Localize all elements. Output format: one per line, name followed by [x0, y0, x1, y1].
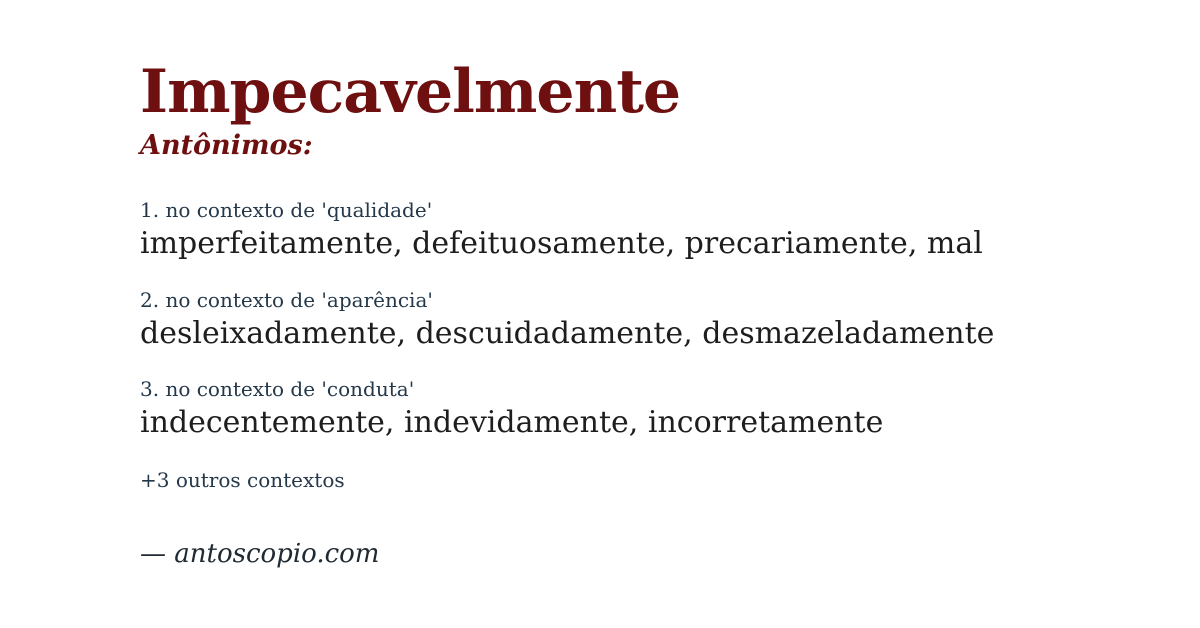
contexts-list: [140, 199, 1140, 442]
context-item: [140, 378, 1140, 442]
context-item: [140, 199, 1140, 263]
context-label: 2. no contexto de 'aparência': [140, 287, 433, 312]
context-antonyms: desleixadamente, descuidadamente, desmazeladamente: [140, 315, 995, 351]
page-title: Impecavelmente: [140, 57, 681, 127]
context-antonyms: indecentemente, indevidamente, incorretamente: [140, 405, 884, 441]
context-label: 3. no contexto de 'conduta': [140, 377, 415, 402]
more-contexts-link[interactable]: +3 outros contextos: [140, 467, 345, 492]
context-item: [140, 289, 1140, 353]
context-label: 1. no contexto de 'qualidade': [140, 198, 433, 223]
attribution-source: — antoscopio.com: [140, 538, 380, 569]
context-antonyms: imperfeitamente, defeituosamente, precariamente, mal: [140, 226, 983, 262]
antonyms-section-heading: Antônimos:: [140, 130, 313, 161]
